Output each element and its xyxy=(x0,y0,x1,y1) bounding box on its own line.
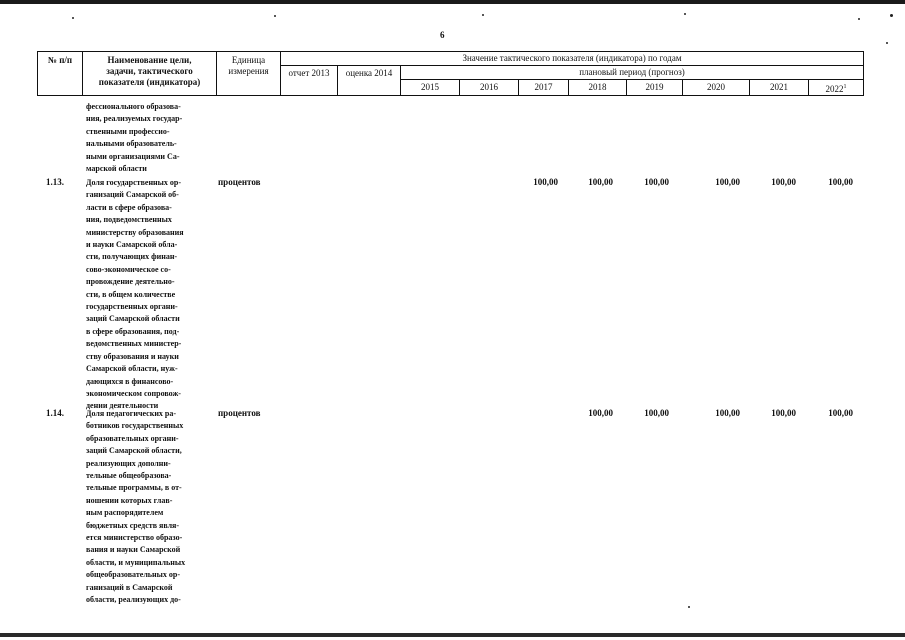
text-line: ния, реализуемых государ- xyxy=(86,114,183,124)
header-year-2019: 2019 xyxy=(645,82,664,92)
text-line: экономическом сопровож- xyxy=(86,388,181,398)
text-line: Доля государственных ор- xyxy=(86,178,182,187)
header-year-2022 xyxy=(809,82,863,95)
text-line: в сфере образования, под- xyxy=(86,326,180,336)
text-line: области, реализующих до- xyxy=(86,595,181,605)
text-line: образовательных органи- xyxy=(86,433,179,443)
text-line: дающихся в финансово- xyxy=(86,376,174,386)
value-2022: 100,00 xyxy=(828,408,853,418)
scan-speck xyxy=(684,13,686,15)
text-line: дении деятельности xyxy=(86,401,159,411)
page-number: 6 xyxy=(440,30,445,40)
value-2019: 100,00 xyxy=(644,177,669,187)
value-2018: 100,00 xyxy=(588,177,613,187)
text-line: ству образования и науки xyxy=(86,351,179,361)
text-line: ным распорядителем xyxy=(86,508,164,518)
header-estimate-2014: оценка 2014 xyxy=(345,68,393,78)
value-2021: 100,00 xyxy=(771,408,796,418)
scan-speck xyxy=(890,14,893,17)
scan-speck xyxy=(274,15,276,17)
text-line: ведомственных министер- xyxy=(86,339,182,349)
text-line: провождение деятельно- xyxy=(86,277,175,287)
row-unit: процентов xyxy=(218,177,261,187)
text-line: тельные программы, в от- xyxy=(86,483,182,493)
header-num: № п/п xyxy=(47,55,73,65)
scan-speck xyxy=(858,18,860,20)
row-description xyxy=(86,408,216,607)
text-line: и науки Самарской обла- xyxy=(86,240,178,250)
header-year-2017: 2017 xyxy=(534,82,553,92)
text-line: ственными профессио- xyxy=(86,126,170,136)
continuation-text xyxy=(86,101,216,175)
text-line: ными организациями Са- xyxy=(86,151,180,161)
scan-speck xyxy=(688,606,690,608)
value-2018: 100,00 xyxy=(588,408,613,418)
text-line: области, и муниципальных xyxy=(86,557,186,567)
text-line: нальными образователь- xyxy=(86,139,177,149)
text-line: сти, получающих финан- xyxy=(86,252,178,262)
text-line: заций Самарской области xyxy=(86,314,180,324)
header-unit-line-1: Единица xyxy=(231,55,266,65)
scan-speck xyxy=(482,14,484,16)
value-2017: 100,00 xyxy=(533,177,558,187)
text-line: заций Самарской области, xyxy=(86,446,182,456)
header-name-line-1: Наименование цели, xyxy=(107,55,192,65)
header-year-2021: 2021 xyxy=(770,82,788,92)
row-number: 1.13. xyxy=(46,177,64,187)
text-line: ботников государственных xyxy=(86,421,184,431)
scan-speck xyxy=(72,17,74,19)
text-line: ганизаций в Самарской xyxy=(86,582,173,592)
value-2019: 100,00 xyxy=(644,408,669,418)
text-line: государственных органи- xyxy=(86,302,178,312)
text-line: сово-экономическое со- xyxy=(86,264,171,274)
text-line: ется министерство образо- xyxy=(86,533,183,543)
text-line: ния, подведомственных xyxy=(86,215,172,225)
header-unit-line-2: измерения xyxy=(228,66,269,76)
text-line: сти, в общем количестве xyxy=(86,289,176,299)
scan-edge-bottom xyxy=(0,633,905,637)
footnote-mark: 1 xyxy=(843,84,847,90)
text-line: бюджетных средств явля- xyxy=(86,520,180,530)
scan-speck xyxy=(886,42,888,44)
header-year-2016: 2016 xyxy=(480,82,498,92)
value-2020: 100,00 xyxy=(715,408,740,418)
text-line: ласти в сфере образова- xyxy=(86,202,172,212)
row-description xyxy=(86,177,216,413)
value-2022: 100,00 xyxy=(828,177,853,187)
row-unit: процентов xyxy=(218,408,261,418)
text-line: Самарской области, нуж- xyxy=(86,364,178,374)
text-line: общеобразовательных ор- xyxy=(86,570,181,580)
text-line: тельные общеобразова- xyxy=(86,471,172,481)
header-plan-title: плановый период (прогноз) xyxy=(579,67,685,77)
value-2021: 100,00 xyxy=(771,177,796,187)
header-year-2015: 2015 xyxy=(421,82,439,92)
header-year-2018: 2018 xyxy=(588,82,607,92)
scan-edge-top xyxy=(0,0,905,4)
value-2020: 100,00 xyxy=(715,177,740,187)
text-line: Доля педагогических ра- xyxy=(86,409,177,418)
header-group-title: Значение тактического показателя (индикатора) по годам xyxy=(462,53,682,63)
text-line: министерству образования xyxy=(86,227,184,237)
header-name-line-3: показателя (индикатора) xyxy=(98,77,201,87)
text-line: ганизаций Самарской об- xyxy=(86,190,179,200)
text-line: реализующих дополни- xyxy=(86,458,171,468)
header-year-2020: 2020 xyxy=(707,82,725,92)
header-name-line-2: задачи, тактического xyxy=(106,66,193,76)
header-report-2013: отчет 2013 xyxy=(288,68,330,78)
text-line: ношении которых глав- xyxy=(86,495,173,505)
text-line: вания и науки Самарской xyxy=(86,545,181,555)
text-line: марской области xyxy=(86,164,147,174)
row-number: 1.14. xyxy=(46,408,64,418)
text-line: фессионального образова- xyxy=(86,102,181,111)
header-year-2022-text: 2022 xyxy=(825,84,844,94)
